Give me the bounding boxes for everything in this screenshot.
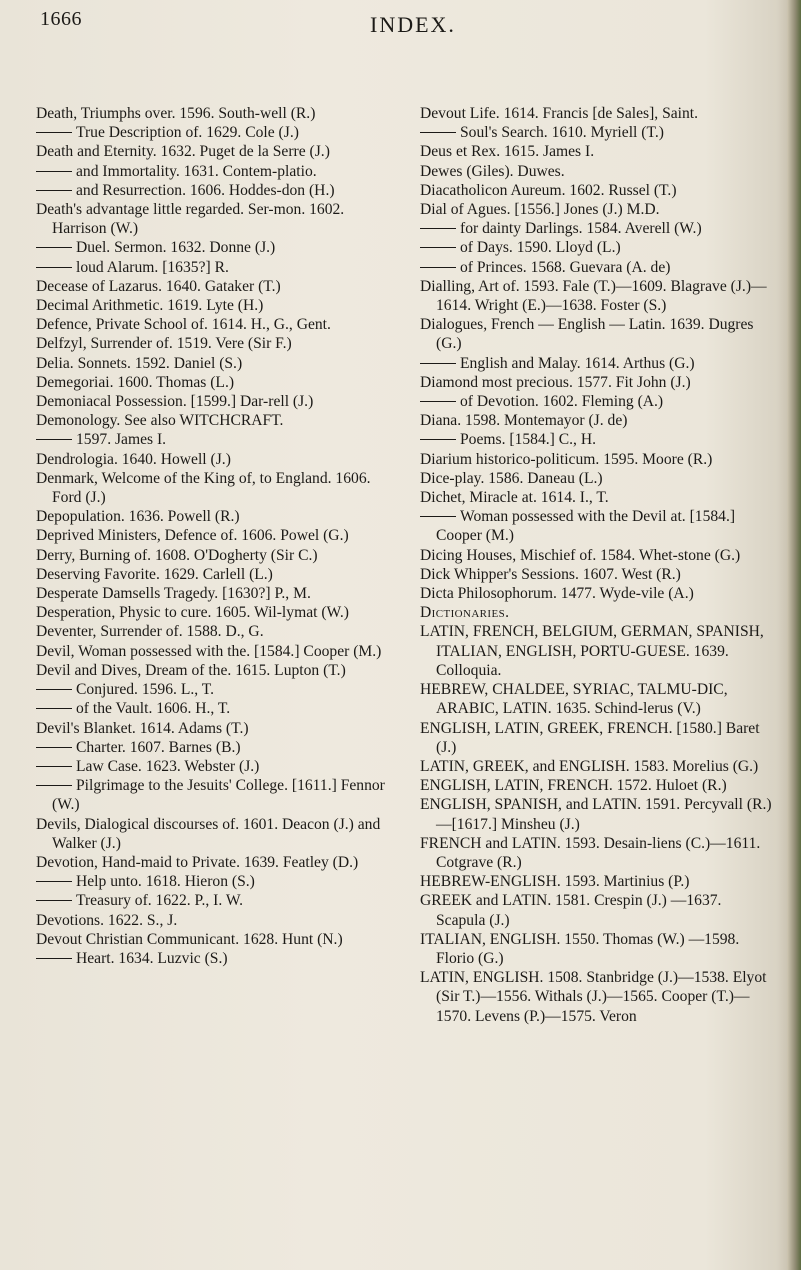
index-entry: [36, 334, 402, 353]
index-entry: [420, 488, 772, 507]
index-entry: [420, 872, 772, 891]
left-column: [36, 104, 402, 968]
index-entry: [420, 680, 772, 718]
index-entry: [36, 738, 402, 757]
index-entry: [36, 450, 402, 469]
entry-text: Derry, Burning of. 1608. O'Dogherty (Sir C.): [36, 546, 318, 564]
index-entry: [36, 930, 402, 949]
entry-text: Devil, Woman possessed with the. [1584.] Cooper (M.): [36, 642, 382, 660]
ditto-rule: [36, 267, 72, 268]
index-entry: [36, 181, 402, 200]
entry-text: Denmark, Welcome of the King of, to England. 1606. Ford (J.): [36, 469, 371, 507]
index-entry: [420, 546, 772, 565]
entry-text: Dick Whipper's Sessions. 1607. West (R.): [420, 565, 681, 583]
index-entry: [36, 315, 402, 334]
index-entry: [36, 546, 402, 565]
entry-text: of Devotion. 1602. Fleming (A.): [460, 393, 664, 411]
index-entry: [36, 622, 402, 641]
index-entry: [420, 776, 772, 795]
index-entry: [420, 891, 772, 929]
entry-text: Dial of Agues. [1556.] Jones (J.) M.D.: [420, 201, 660, 219]
index-entry: [420, 123, 772, 142]
index-entry: [36, 757, 402, 776]
entry-text: Decimal Arithmetic. 1619. Lyte (H.): [36, 297, 264, 315]
entry-text: Dichet, Miracle at. 1614. I., T.: [420, 489, 609, 507]
entry-text: Deus et Rex. 1615. James I.: [420, 143, 595, 161]
ditto-rule: [36, 247, 72, 248]
index-entry: [420, 411, 772, 430]
ditto-rule: [36, 190, 72, 191]
index-entry: [420, 719, 772, 757]
entry-text: Dictionaries.: [420, 604, 510, 622]
index-entry: [36, 776, 402, 814]
entry-text: Dicing Houses, Mischief of. 1584. Whet-stone (G.): [420, 546, 741, 564]
index-entry: [36, 296, 402, 315]
entry-text: Devil and Dives, Dream of the. 1615. Lupton (T.): [36, 661, 346, 679]
entry-text: of the Vault. 1606. H., T.: [76, 700, 231, 718]
entry-text: English and Malay. 1614. Arthus (G.): [460, 354, 695, 372]
entry-text: ITALIAN, ENGLISH. 1550. Thomas (W.) —1598. Florio (G.): [420, 930, 740, 967]
entry-text: loud Alarum. [1635?] R.: [76, 258, 229, 276]
running-head: INDEX.: [370, 12, 456, 37]
index-entry: [420, 104, 772, 123]
entry-text: GREEK and LATIN. 1581. Crespin (J.) —1637. Scapula (J.): [420, 892, 722, 929]
entry-text: Dicta Philosophorum. 1477. Wyde-vile (A.): [420, 585, 694, 603]
index-entry: [420, 603, 772, 622]
index-entry: [36, 373, 402, 392]
ditto-rule: [420, 132, 456, 133]
index-entry: [36, 430, 402, 449]
entry-text: HEBREW-ENGLISH. 1593. Martinius (P.): [420, 873, 690, 891]
index-entry: [420, 219, 772, 238]
entry-text: 1597. James I.: [76, 431, 167, 449]
index-entry: [420, 238, 772, 257]
entry-text: Devotions. 1622. S., J.: [36, 911, 178, 929]
index-entry: [36, 853, 402, 872]
index-entry: [420, 277, 772, 315]
entry-text: LATIN, ENGLISH. 1508. Stanbridge (J.)—1538. Elyot (Sir T.)—1556. Withals (J.)—1565. Cooper (T.)—1570. Levens (P.)—1575. Veron: [420, 969, 767, 1025]
ditto-rule: [420, 228, 456, 229]
entry-text: Deventer, Surrender of. 1588. D., G.: [36, 623, 264, 641]
index-entry: [36, 603, 402, 622]
ditto-rule: [36, 958, 72, 959]
ditto-rule: [420, 401, 456, 402]
page-edge-shadow: [787, 0, 801, 1270]
entry-text: Demoniacal Possession. [1599.] Dar-rell (J.): [36, 393, 314, 411]
index-entry: [420, 757, 772, 776]
entry-text: Devotion, Hand-maid to Private. 1639. Featley (D.): [36, 853, 359, 871]
index-entry: [36, 277, 402, 296]
entry-text: Conjured. 1596. L., T.: [76, 681, 215, 699]
index-entry: [36, 661, 402, 680]
entry-text: Duel. Sermon. 1632. Donne (J.): [76, 239, 276, 257]
ditto-rule: [36, 766, 72, 767]
index-entry: [36, 258, 402, 277]
index-entry: [36, 680, 402, 699]
index-entry: [36, 142, 402, 161]
ditto-rule: [420, 247, 456, 248]
page-number: 1666: [40, 8, 82, 30]
entry-text: HEBREW, CHALDEE, SYRIAC, TALMU-DIC, ARABIC, LATIN. 1635. Schind-lerus (V.): [420, 681, 728, 718]
entry-text: Death, Triumphs over. 1596. South-well (R.): [36, 105, 316, 122]
ditto-rule: [36, 708, 72, 709]
index-entry: [36, 642, 402, 661]
right-column: [420, 104, 772, 1026]
entry-text: and Resurrection. 1606. Hoddes-don (H.): [76, 181, 335, 199]
entry-text: of Princes. 1568. Guevara (A. de): [460, 258, 671, 276]
index-entry: [420, 834, 772, 872]
index-entry: [420, 162, 772, 181]
index-entry: [36, 200, 402, 238]
entry-text: Desperation, Physic to cure. 1605. Wil-lymat (W.): [36, 604, 349, 622]
entry-text: Demonology. See also WITCHCRAFT.: [36, 412, 284, 430]
entry-text: Woman possessed with the Devil at. [1584.] Cooper (M.): [436, 508, 736, 545]
index-entry: [36, 411, 402, 430]
index-entry: [420, 392, 772, 411]
entry-text: ENGLISH, LATIN, GREEK, FRENCH. [1580.] Baret (J.): [420, 719, 760, 756]
entry-text: ENGLISH, SPANISH, and LATIN. 1591. Percyvall (R.)—[1617.] Minsheu (J.): [420, 796, 772, 833]
entry-text: Pilgrimage to the Jesuits' College. [1611.] Fennor (W.): [52, 777, 385, 814]
index-entry: [420, 200, 772, 219]
index-entry: [36, 891, 402, 910]
entry-text: Delia. Sonnets. 1592. Daniel (S.): [36, 354, 243, 372]
index-entry: [420, 565, 772, 584]
entry-text: Dendrologia. 1640. Howell (J.): [36, 450, 231, 468]
index-entry: [36, 719, 402, 738]
entry-text: Diacatholicon Aureum. 1602. Russel (T.): [420, 181, 677, 199]
entry-text: Devils, Dialogical discourses of. 1601. Deacon (J.) and Walker (J.): [36, 815, 381, 852]
index-entry: [420, 795, 772, 833]
index-entry: [420, 373, 772, 392]
index-entry: [420, 622, 772, 680]
ditto-rule: [36, 785, 72, 786]
index-entry: [36, 123, 402, 142]
entry-text: Delfzyl, Surrender of. 1519. Vere (Sir F.): [36, 335, 292, 353]
entry-text: Dialling, Art of. 1593. Fale (T.)—1609. Blagrave (J.)—1614. Wright (E.)—1638. Foster (S.): [420, 277, 767, 315]
ditto-rule: [36, 171, 72, 172]
index-entry: [36, 104, 402, 123]
index-entry: [420, 181, 772, 200]
entry-text: for dainty Darlings. 1584. Averell (W.): [460, 220, 702, 238]
entry-text: Death and Eternity. 1632. Puget de la Serre (J.): [36, 143, 330, 161]
entry-text: Deprived Ministers, Defence of. 1606. Powel (G.): [36, 527, 349, 545]
entry-text: True Description of. 1629. Cole (J.): [76, 124, 299, 142]
entry-text: LATIN, FRENCH, BELGIUM, GERMAN, SPANISH, ITALIAN, ENGLISH, PORTU-GUESE. 1639. Colloquia.: [420, 623, 764, 679]
index-entry: [36, 469, 402, 507]
entry-text: Devil's Blanket. 1614. Adams (T.): [36, 719, 249, 737]
index-entry: [420, 930, 772, 968]
entry-text: Demegoriai. 1600. Thomas (L.): [36, 373, 235, 391]
index-entry: [36, 911, 402, 930]
index-entry: [420, 430, 772, 449]
ditto-rule: [36, 439, 72, 440]
entry-text: Law Case. 1623. Webster (J.): [76, 757, 260, 775]
index-entry: [420, 142, 772, 161]
entry-text: Treasury of. 1622. P., I. W.: [76, 892, 244, 910]
entry-text: Defence, Private School of. 1614. H., G., Gent.: [36, 316, 331, 334]
index-entry: [36, 699, 402, 718]
index-entry: [420, 315, 772, 353]
ditto-rule: [420, 439, 456, 440]
index-entry: [36, 565, 402, 584]
ditto-rule: [36, 689, 72, 690]
entry-text: Diana. 1598. Montemayor (J. de): [420, 412, 628, 430]
index-entry: [36, 949, 402, 968]
index-entry: [420, 584, 772, 603]
entry-text: LATIN, GREEK, and ENGLISH. 1583. Morelius (G.): [420, 757, 759, 775]
index-entry: [36, 815, 402, 853]
entry-text: Diarium historico-politicum. 1595. Moore (R.): [420, 450, 713, 468]
entry-text: Poems. [1584.] C., H.: [460, 431, 597, 449]
index-entry: [36, 354, 402, 373]
entry-text: Soul's Search. 1610. Myriell (T.): [460, 124, 664, 142]
index-entry: [420, 354, 772, 373]
entry-text: Devout Christian Communicant. 1628. Hunt (N.): [36, 930, 343, 948]
entry-text: Deserving Favorite. 1629. Carlell (L.): [36, 565, 273, 583]
ditto-rule: [36, 132, 72, 133]
entry-text: Heart. 1634. Luzvic (S.): [76, 949, 228, 967]
index-entry: [36, 392, 402, 411]
entry-text: FRENCH and LATIN. 1593. Desain-liens (C.)—1611. Cotgrave (R.): [420, 834, 761, 871]
index-entry: [420, 968, 772, 1026]
entry-text: Decease of Lazarus. 1640. Gataker (T.): [36, 277, 281, 295]
index-entry: [420, 258, 772, 277]
entry-text: Dice-play. 1586. Daneau (L.): [420, 469, 603, 487]
entry-text: Death's advantage little regarded. Ser-mon. 1602. Harrison (W.): [36, 201, 345, 238]
index-entry: [420, 450, 772, 469]
entry-text: Devout Life. 1614. Francis [de Sales], Saint.: [420, 105, 699, 122]
index-entry: [36, 584, 402, 603]
index-entry: [36, 238, 402, 257]
ditto-rule: [420, 516, 456, 517]
index-entry: [36, 507, 402, 526]
entry-text: Desperate Damsells Tragedy. [1630?] P., M.: [36, 585, 311, 603]
entry-text: Charter. 1607. Barnes (B.): [76, 738, 241, 756]
ditto-rule: [420, 267, 456, 268]
entry-text: Dewes (Giles). Duwes.: [420, 162, 565, 180]
ditto-rule: [36, 881, 72, 882]
entry-text: Diamond most precious. 1577. Fit John (J.): [420, 373, 691, 391]
index-entry: [36, 162, 402, 181]
entry-text: Depopulation. 1636. Powell (R.): [36, 508, 240, 526]
entry-text: Help unto. 1618. Hieron (S.): [76, 873, 255, 891]
entry-text: of Days. 1590. Lloyd (L.): [460, 239, 621, 257]
index-entry: [36, 526, 402, 545]
entry-text: Dialogues, French — English — Latin. 1639. Dugres (G.): [420, 316, 754, 353]
entry-text: and Immortality. 1631. Contem-platio.: [76, 162, 317, 180]
ditto-rule: [36, 900, 72, 901]
ditto-rule: [420, 363, 456, 364]
index-entry: [420, 469, 772, 488]
index-entry: [420, 507, 772, 545]
index-entry: [36, 872, 402, 891]
entry-text: ENGLISH, LATIN, FRENCH. 1572. Huloet (R.): [420, 777, 727, 795]
ditto-rule: [36, 747, 72, 748]
